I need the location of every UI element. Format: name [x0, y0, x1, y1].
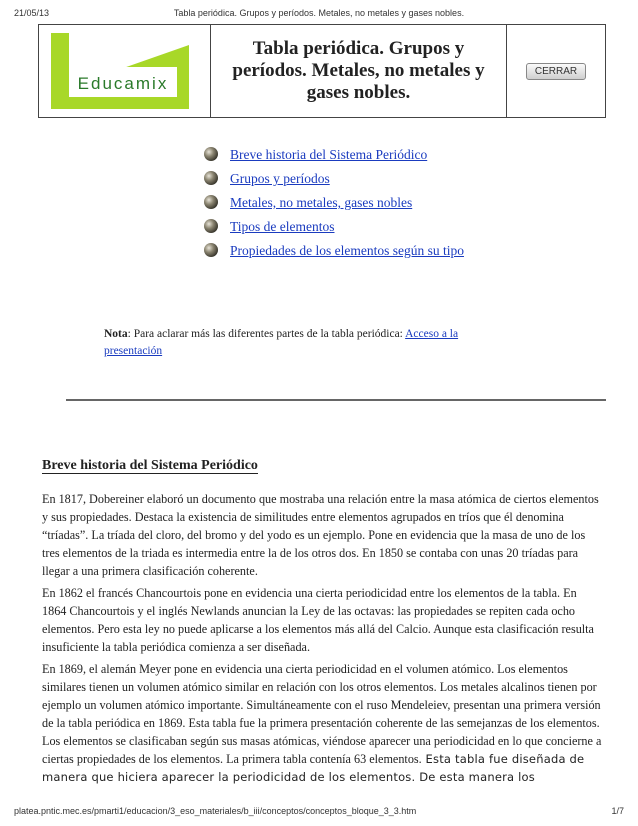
menu-link-metales[interactable]: Metales, no metales, gases nobles — [230, 195, 413, 210]
paragraph-1: En 1817, Dobereiner elaboró un documento que mostraba una relación entre la masa atómica de ciertos elementos y sus propiedades. Destaca la existencia de similitudes entre elementos agrupados en tríos que él denomina “tríadas”. La tríada del cloro, del bromo y del yodo es un ejemplo. Pone en evidencia que la masa de uno de los tres elementos de la triada es intermedia entre la de los otros dos. En 1850 se contaba con unas 20 tríadas para llegar a una primera clasificación coherente. — [42, 492, 599, 578]
menu-link-tipos[interactable]: Tipos de elementos — [230, 219, 335, 234]
menu-item-metales — [204, 194, 464, 212]
sphere-bullet-icon — [204, 195, 218, 209]
menu-item-historia — [204, 146, 464, 164]
print-date: 21/05/13 — [14, 8, 50, 18]
paragraph-3-text: En 1869, el alemán Meyer pone en evidencia una cierta periodicidad en el volumen atómico. Los elementos similares tienen un volumen atómico similar en relación con los otros elementos. Los metales alcalinos tienen por ejemplo un volumen atómico importante. Simultáneamente con el ruso Mendeleiev, presentan una primera versión de la tabla periódica en 1869. Esta tabla fue la primera presentación coherente de las semejanzas de los elementos. Los elementos se clasificaban según sus masas atómicas, viéndose aparecer una periodicidad en lo que concierne a ciertas propiedades de los elementos. La primera tabla contenía 63 elementos. — [42, 662, 602, 766]
menu-item-grupos — [204, 170, 464, 188]
presentation-link[interactable]: Acceso a la presentación — [104, 328, 459, 357]
print-footer — [14, 806, 624, 820]
print-title: Tabla periódica. Grupos y períodos. Metales, no metales y gases nobles. — [173, 8, 465, 18]
menu-link-historia[interactable]: Breve historia del Sistema Periódico — [230, 147, 428, 162]
sphere-bullet-icon — [204, 219, 218, 233]
menu-link-propiedades[interactable]: Propiedades de los elementos según su tipo — [230, 243, 464, 258]
note-label: Nota — [104, 328, 128, 340]
paragraph-3-tail: Esta tabla fue diseñada de manera que hiciera aparecer la periodicidad de los elementos. De esta manera los — [42, 752, 585, 784]
note-text: : Para aclarar más las diferentes partes de la tabla periódica: — [127, 328, 406, 340]
menu-item-propiedades — [204, 242, 464, 260]
page-url: platea.pntic.mec.es/pmarti1/educacion/3_eso_materiales/b_iii/conceptos/conceptos_bloque_3_3.htm — [14, 806, 417, 816]
menu-link-grupos[interactable]: Grupos y períodos — [230, 171, 330, 186]
note — [104, 326, 504, 360]
paragraph-2: En 1862 el francés Chancourtois pone en evidencia una cierta periodicidad entre los elementos de la tabla. En 1864 Chancourtois y el inglés Newlands anuncian la Ley de las octavas: las propiedades se repiten cada ocho elementos. Pero esta ley no puede aplicarse a los elementos más allá del Calcio. Aunque esta clasificación resulta insuficiente la tabla periódica comienza a ser diseñada. — [42, 586, 594, 654]
menu-item-tipos — [204, 218, 464, 236]
sphere-bullet-icon — [204, 243, 218, 257]
sphere-bullet-icon — [204, 147, 218, 161]
sphere-bullet-icon — [204, 171, 218, 185]
logo — [39, 25, 211, 117]
page-title: Tabla periódica. Grupos y períodos. Metales, no metales y gases nobles. — [211, 25, 507, 117]
educamix-logo-icon — [39, 25, 210, 117]
logo-text: Educamix — [77, 74, 169, 93]
header-table — [38, 24, 606, 118]
page-number: 1/7 — [611, 806, 624, 816]
print-header — [14, 8, 624, 22]
paragraph-3 — [42, 660, 602, 786]
close-button[interactable]: CERRAR — [526, 63, 586, 80]
section-title: Breve historia del Sistema Periódico — [42, 458, 258, 473]
divider — [66, 399, 606, 401]
section-menu — [204, 146, 464, 266]
